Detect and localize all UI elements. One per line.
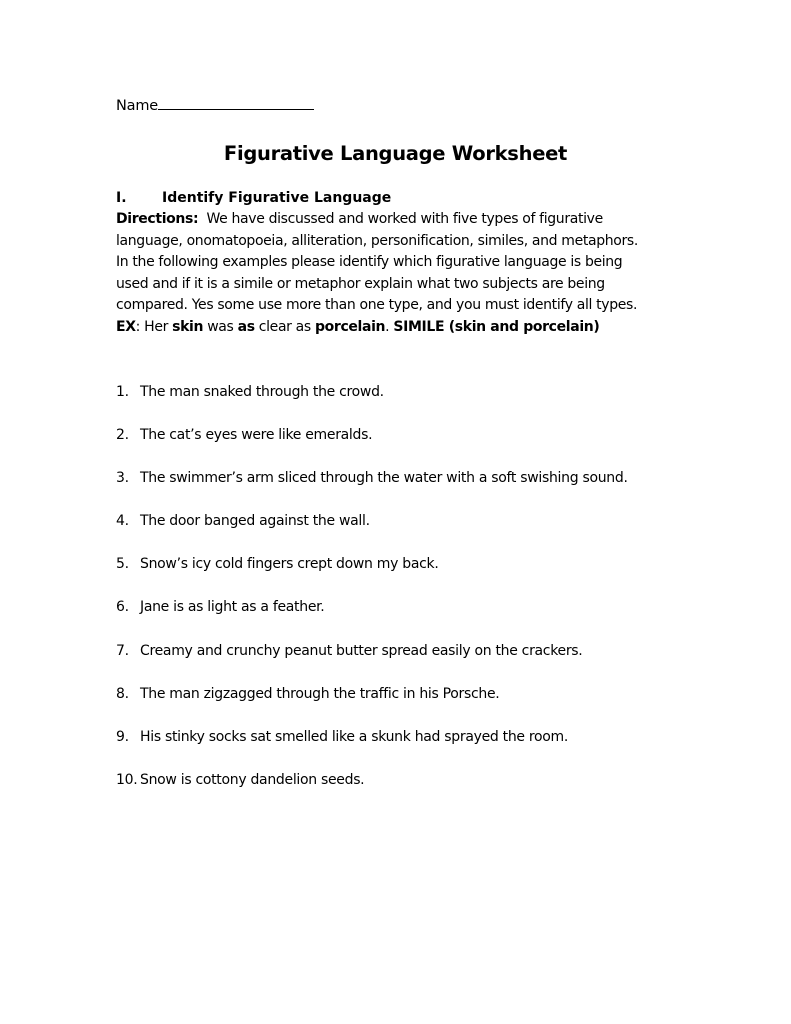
- example-answer: SIMILE (skin and porcelain): [393, 318, 600, 335]
- question-item: [116, 427, 628, 470]
- question-number: 4.: [116, 513, 129, 530]
- question-item: [116, 643, 628, 686]
- question-item: [116, 470, 628, 513]
- question-number: 8.: [116, 685, 129, 702]
- section-numeral: I.: [116, 190, 127, 206]
- question-item: [116, 686, 628, 729]
- question-item: [116, 513, 628, 556]
- directions-line-1: [116, 209, 696, 231]
- question-text: His stinky socks sat smelled like a skunk had sprayed the room.: [140, 728, 569, 745]
- question-item: [116, 599, 628, 642]
- name-label: Name: [116, 98, 158, 114]
- question-number: 10.: [116, 771, 138, 788]
- question-list: [116, 384, 628, 815]
- example-label: EX: [116, 318, 136, 335]
- question-text: The cat’s eyes were like emeralds.: [140, 427, 373, 444]
- name-blank-line[interactable]: [158, 95, 314, 110]
- question-number: 6.: [116, 599, 129, 616]
- question-item: [116, 772, 628, 815]
- directions-label: Directions:: [116, 211, 199, 227]
- question-number: 1.: [116, 384, 129, 400]
- section-heading: [116, 190, 391, 206]
- question-item: [116, 729, 628, 772]
- question-item: [116, 384, 628, 427]
- example-word-porcelain: porcelain: [314, 318, 386, 335]
- question-text: Creamy and crunchy peanut butter spread easily on the crackers.: [140, 642, 583, 659]
- question-number: 9.: [116, 728, 129, 745]
- example-line: [116, 317, 696, 339]
- example-text: clear as: [254, 318, 315, 335]
- question-item: [116, 556, 628, 599]
- question-number: 5.: [116, 556, 129, 573]
- question-text: Snow is cottony dandelion seeds.: [140, 771, 365, 788]
- page-title: Figurative Language Worksheet: [223, 142, 568, 165]
- question-number: 7.: [116, 642, 129, 659]
- name-field: [116, 95, 314, 114]
- question-text: The swimmer’s arm sliced through the water with a soft swishing sound.: [140, 470, 628, 487]
- example-word-skin: skin: [172, 318, 204, 335]
- question-text: The man zigzagged through the traffic in his Porsche.: [140, 685, 500, 702]
- directions-line-3: In the following examples please identify which figurative language is being: [116, 254, 623, 271]
- section-title: Identify Figurative Language: [162, 190, 392, 206]
- question-text: The man snaked through the crowd.: [140, 384, 384, 400]
- example-text: .: [385, 318, 394, 335]
- example-text: was: [203, 318, 238, 335]
- example-word-as: as: [237, 318, 255, 335]
- question-number: 3.: [116, 470, 129, 487]
- directions-text-1: We have discussed and worked with five types of figurative: [206, 211, 603, 227]
- question-text: The door banged against the wall.: [140, 513, 370, 530]
- question-number: 2.: [116, 427, 129, 444]
- directions-line-2: language, onomatopoeia, alliteration, personification, similes, and metaphors.: [116, 232, 638, 249]
- directions-line-5: compared. Yes some use more than one type, and you must identify all types.: [116, 297, 638, 314]
- directions-line-4: used and if it is a simile or metaphor explain what two subjects are being: [116, 275, 605, 292]
- question-text: Jane is as light as a feather.: [140, 599, 325, 616]
- directions-block: [116, 209, 696, 339]
- example-text: : Her: [135, 318, 173, 335]
- question-text: Snow’s icy cold fingers crept down my back.: [140, 556, 439, 573]
